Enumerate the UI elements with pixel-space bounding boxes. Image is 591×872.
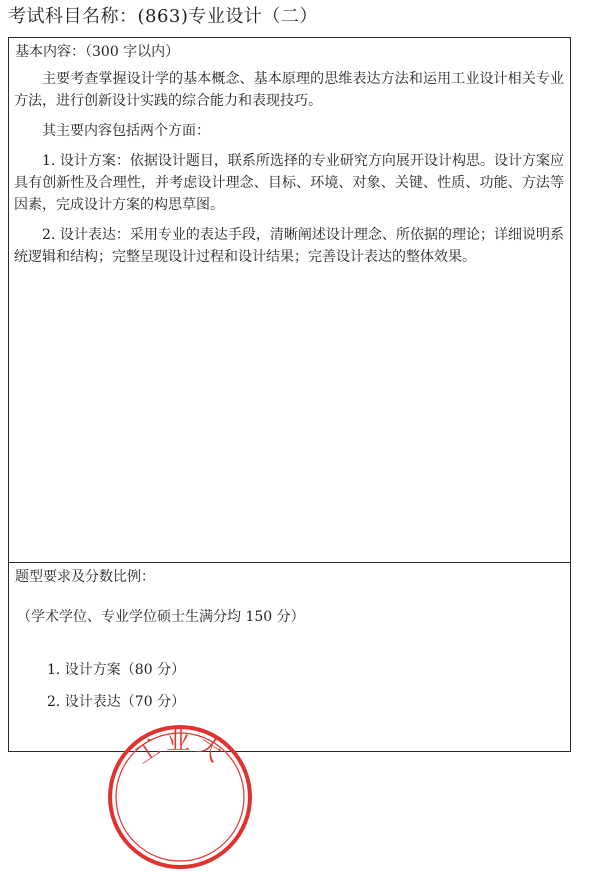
design-expression-paragraph: 2. 设计表达：采用专业的表达手段，清晰阐述设计理念、所依据的理论；详细说明系统逻辑和结构；完整呈现设计过程和设计结果；完善设计表达的整体效果。 <box>14 227 564 265</box>
basic-content-body <box>14 68 564 276</box>
page-title: 考试科目名称：(863)专业设计（二） <box>8 6 318 27</box>
full-score-note: （学术学位、专业学位硕士生满分均 150 分） <box>17 609 305 625</box>
basic-content-section <box>9 38 570 563</box>
exam-outline-table <box>8 37 571 752</box>
seal-inner-ring <box>116 733 244 861</box>
score-section <box>9 563 570 751</box>
score-item-design-plan: 1. 设计方案（80 分） <box>47 662 186 678</box>
basic-content-heading: 基本内容：（300 字以内） <box>15 44 180 60</box>
score-item-design-expression: 2. 设计表达（70 分） <box>47 694 186 710</box>
aspects-intro-paragraph: 其主要内容包括两个方面： <box>42 123 210 139</box>
intro-paragraph: 主要考查掌握设计学的基本概念、基本原理的思维表达方法和运用工业设计相关专业方法，进行创新设计实践的综合能力和表现技巧。 <box>14 71 564 109</box>
seal-text: 工业大 <box>129 727 231 770</box>
score-heading: 题型要求及分数比例： <box>15 569 155 585</box>
design-plan-paragraph: 1. 设计方案：依据设计题目，联系所选择的专业研究方向展开设计构思。设计方案应具有创新性及合理性，并考虑设计理念、目标、环境、对象、关键、性质、功能、方法等因素，完成设计方案的构思草图。 <box>14 153 564 213</box>
